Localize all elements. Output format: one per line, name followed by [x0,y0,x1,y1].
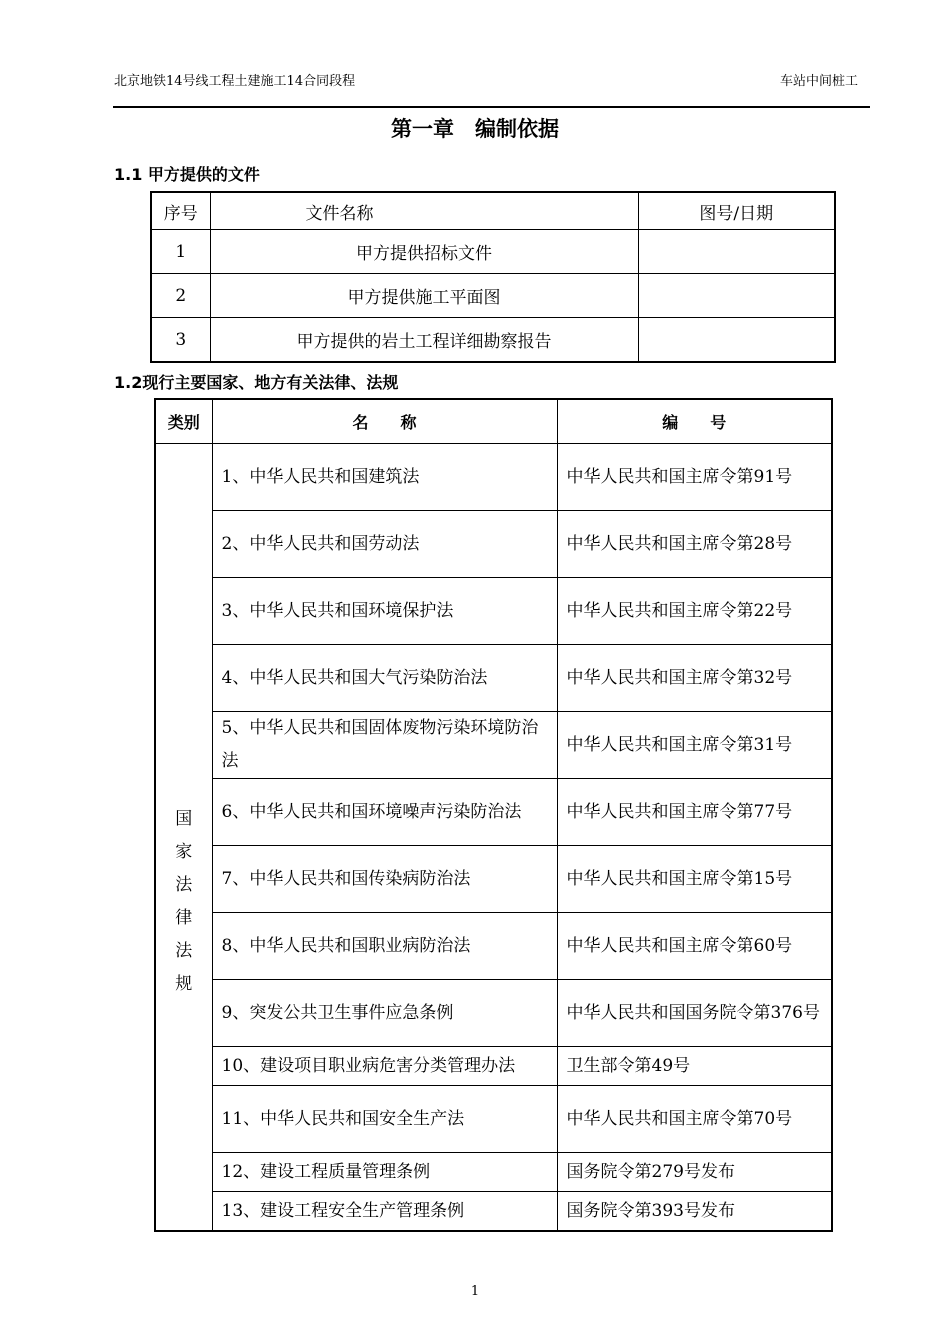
column-header-name: 文件名称 [210,192,638,230]
section-heading-1-2: 1.2现行主要国家、地方有关法律、法规 [114,373,399,392]
row-name: 甲方提供招标文件 [210,230,638,274]
law-number: 国务院令第393号发布 [557,1192,832,1232]
category-char: 法 [175,875,193,895]
table-row [155,846,832,913]
header-divider [113,106,870,108]
law-name: 4、中华人民共和国大气污染防治法 [212,645,557,712]
table-header-row [155,399,832,444]
law-name: 9、突发公共卫生事件应急条例 [212,980,557,1047]
table-row [155,444,832,511]
table-row [155,1047,832,1086]
chapter-title: 第一章 编制依据 [391,117,559,141]
law-number: 中华人民共和国主席令第77号 [557,779,832,846]
law-name: 7、中华人民共和国传染病防治法 [212,846,557,913]
law-number: 中华人民共和国主席令第91号 [557,444,832,511]
category-char: 规 [175,974,193,994]
table-row [155,913,832,980]
table-row [155,980,832,1047]
law-number: 中华人民共和国主席令第32号 [557,645,832,712]
category-char: 国 [175,809,193,829]
law-name: 12、建设工程质量管理条例 [212,1153,557,1192]
row-ref [638,318,835,363]
law-name: 2、中华人民共和国劳动法 [212,511,557,578]
table-row [155,779,832,846]
table-row [155,1192,832,1232]
law-number: 中华人民共和国主席令第60号 [557,913,832,980]
law-number: 中华人民共和国主席令第15号 [557,846,832,913]
row-name: 甲方提供的岩土工程详细勘察报告 [210,318,638,363]
law-number: 国务院令第279号发布 [557,1153,832,1192]
category-char: 律 [175,908,193,928]
table-row [155,578,832,645]
running-header-left: 北京地铁14号线工程土建施工14合同段程 [114,74,356,89]
page-number: 1 [470,1284,480,1299]
table-row [155,645,832,712]
row-name: 甲方提供施工平面图 [210,274,638,318]
column-header-name: 名 称 [212,399,557,444]
section-heading-1-1: 1.1 甲方提供的文件 [114,165,260,184]
law-name: 1、中华人民共和国建筑法 [212,444,557,511]
row-no: 2 [151,274,210,318]
law-name: 11、中华人民共和国安全生产法 [212,1086,557,1153]
law-name: 6、中华人民共和国环境噪声污染防治法 [212,779,557,846]
law-name: 3、中华人民共和国环境保护法 [212,578,557,645]
law-name: 13、建设工程安全生产管理条例 [212,1192,557,1232]
table-row [151,274,835,318]
table-row [151,318,835,363]
law-name: 8、中华人民共和国职业病防治法 [212,913,557,980]
law-number: 中华人民共和国主席令第22号 [557,578,832,645]
column-header-no: 序号 [151,192,210,230]
row-ref [638,274,835,318]
client-documents-table [150,191,836,363]
law-name: 10、建设项目职业病危害分类管理办法 [212,1047,557,1086]
table-row [155,712,832,779]
table-row [155,1153,832,1192]
laws-regulations-table [154,398,833,1232]
column-header-number: 编 号 [557,399,832,444]
column-header-category: 类别 [155,399,212,444]
table-row [155,511,832,578]
law-number: 中华人民共和国主席令第28号 [557,511,832,578]
category-char: 法 [175,941,193,961]
category-cell [155,444,212,1232]
row-no: 3 [151,318,210,363]
table-header-row [151,192,835,230]
column-header-ref: 图号/日期 [638,192,835,230]
law-name: 5、中华人民共和国固体废物污染环境防治法 [212,712,557,779]
row-no: 1 [151,230,210,274]
category-char: 家 [175,842,193,862]
law-number: 中华人民共和国主席令第70号 [557,1086,832,1153]
law-number: 中华人民共和国主席令第31号 [557,712,832,779]
law-number: 卫生部令第49号 [557,1047,832,1086]
table-row [151,230,835,274]
running-header-right: 车站中间桩工 [779,74,858,89]
table-row [155,1086,832,1153]
row-ref [638,230,835,274]
law-number: 中华人民共和国国务院令第376号 [557,980,832,1047]
